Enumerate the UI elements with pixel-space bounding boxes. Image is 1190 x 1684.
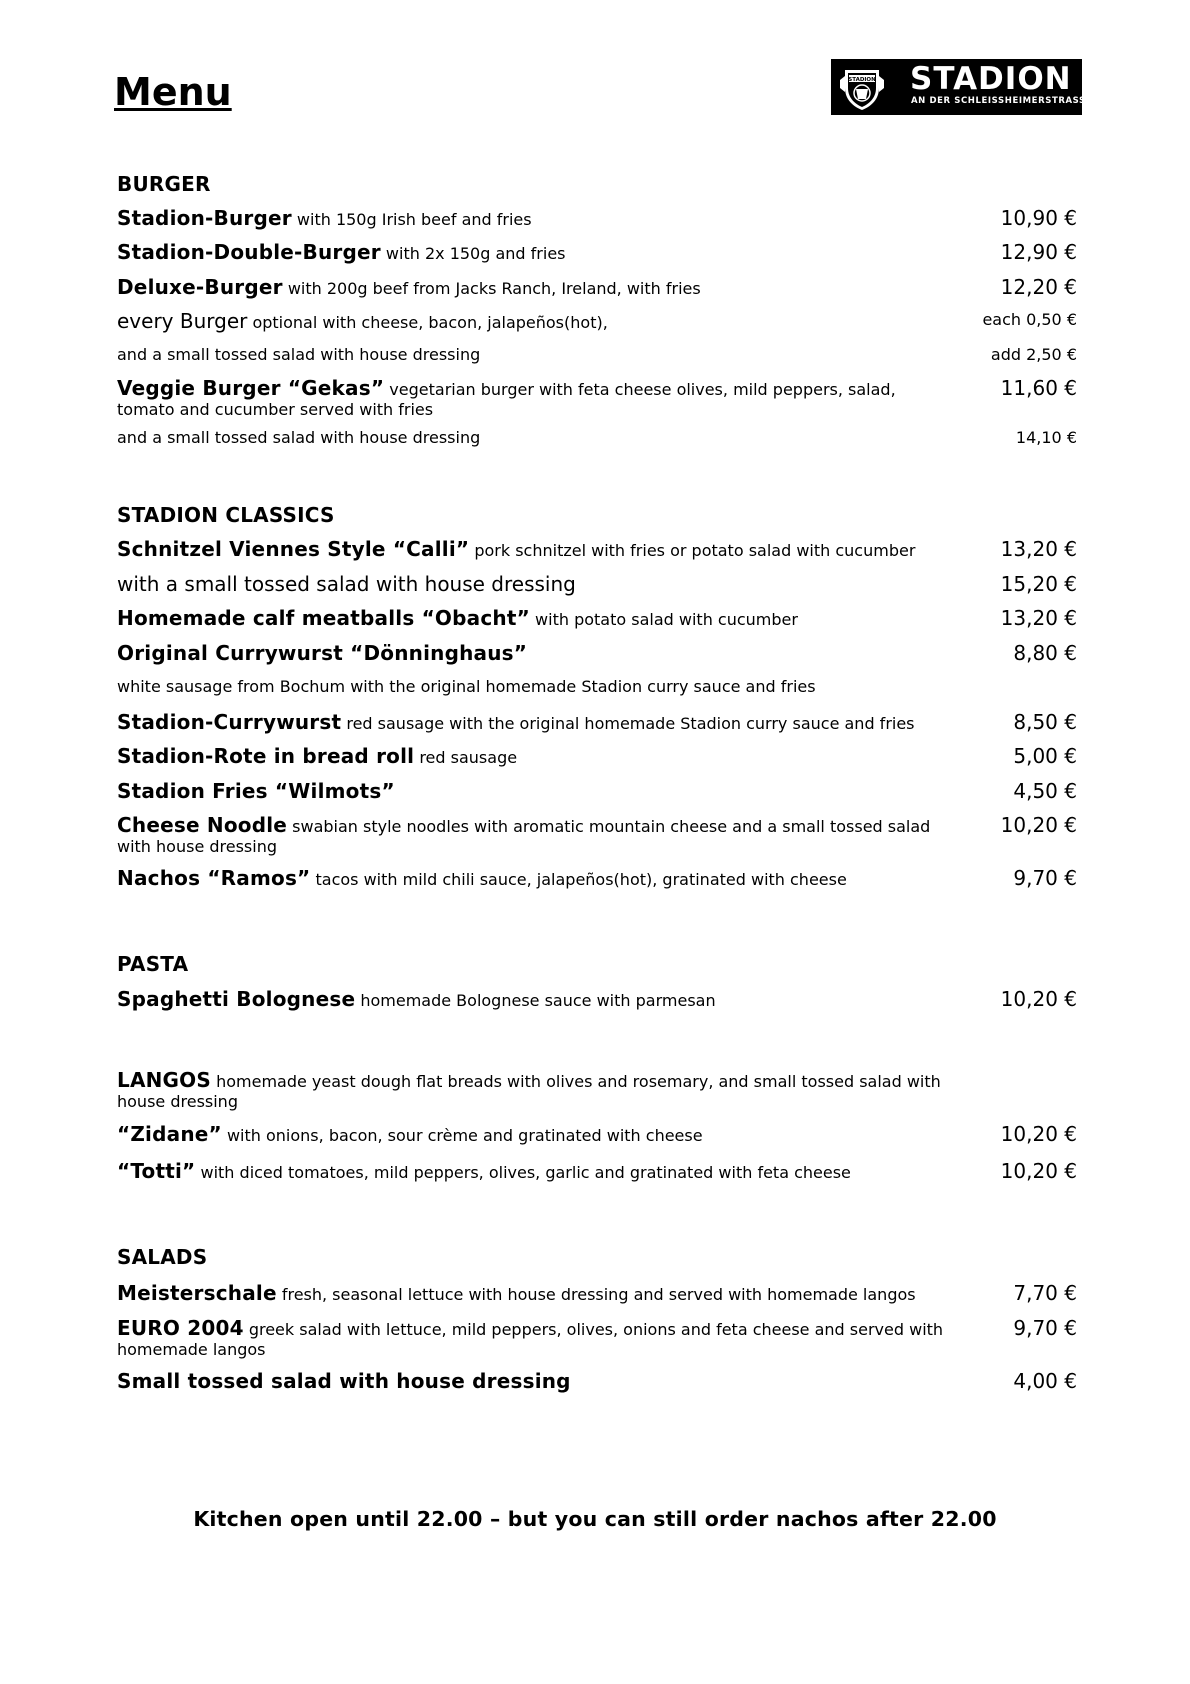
item-desc: tacos with mild chili sauce, jalapeños(hot), gratinated with cheese — [315, 870, 847, 889]
menu-item — [117, 378, 1077, 420]
menu-item — [117, 643, 1077, 665]
section-heading-pasta: PASTA — [117, 952, 189, 976]
menu-item-option — [117, 311, 1077, 333]
item-desc: red sausage — [419, 748, 518, 767]
item-desc: with 2x 150g and fries — [385, 244, 566, 263]
item-desc: vegetarian burger with feta cheese olives, mild peppers, salad, tomato and cucumber served with fries — [117, 380, 896, 419]
item-name: Schnitzel Viennes Style “Calli” — [117, 537, 470, 561]
menu-item — [117, 1124, 1077, 1146]
item-name: Cheese Noodle — [117, 813, 288, 837]
item-desc: with 200g beef from Jacks Ranch, Ireland, with fries — [287, 279, 701, 298]
item-price: 10,20 € — [1000, 1122, 1077, 1146]
menu-item — [117, 1161, 1077, 1183]
menu-item-option — [117, 574, 1077, 596]
item-desc: with 150g Irish beef and fries — [296, 210, 532, 229]
item-price: 12,20 € — [1000, 275, 1077, 299]
item-price: 14,10 € — [1015, 428, 1077, 447]
item-name: Small tossed salad with house dressing — [117, 1369, 571, 1393]
section-heading-langos: LANGOS — [117, 1068, 211, 1092]
item-desc: with diced tomatoes, mild peppers, olives, garlic and gratinated with feta cheese — [200, 1163, 851, 1182]
item-price: 7,70 € — [1013, 1281, 1077, 1305]
item-desc: red sausage with the original homemade Stadion curry sauce and fries — [346, 714, 915, 733]
item-desc: and a small tossed salad with house dressing — [117, 428, 481, 447]
menu-item — [117, 1283, 1077, 1305]
item-price: 10,20 € — [1000, 1159, 1077, 1183]
item-name: Meisterschale — [117, 1281, 277, 1305]
item-name: Homemade calf meatballs “Obacht” — [117, 606, 530, 630]
section-heading-burger: BURGER — [117, 172, 211, 196]
item-price: each 0,50 € — [982, 310, 1077, 329]
item-name: EURO 2004 — [117, 1316, 244, 1340]
item-name: Nachos “Ramos” — [117, 866, 311, 890]
stadion-crest-icon — [837, 62, 887, 112]
menu-item — [117, 815, 1077, 857]
item-desc: greek salad with lettuce, mild peppers, olives, onions and feta cheese and served with homemade langos — [117, 1320, 944, 1359]
item-name: Veggie Burger “Gekas” — [117, 376, 385, 400]
item-price: 13,20 € — [1000, 606, 1077, 630]
item-price: 10,20 € — [1000, 813, 1077, 837]
item-lead: every Burger — [117, 309, 248, 333]
menu-item — [117, 608, 1077, 630]
item-desc: white sausage from Bochum with the original homemade Stadion curry sauce and fries — [117, 677, 816, 696]
item-desc: with onions, bacon, sour crème and gratinated with cheese — [226, 1126, 703, 1145]
menu-item — [117, 277, 1077, 299]
item-price: 10,90 € — [1000, 206, 1077, 230]
item-price: 9,70 € — [1013, 866, 1077, 890]
svg-text:STADION: STADION — [848, 77, 876, 83]
section-heading-salads: SALADS — [117, 1245, 208, 1269]
item-name: “Zidane” — [117, 1122, 222, 1146]
page-title: Menu — [114, 70, 232, 114]
item-desc: pork schnitzel with fries or potato salad with cucumber — [474, 541, 916, 560]
item-lead: with a small tossed salad with house dressing — [117, 572, 576, 596]
kitchen-hours-note: Kitchen open until 22.00 – but you can still order nachos after 22.00 — [193, 1507, 997, 1531]
item-price: 11,60 € — [1000, 376, 1077, 400]
item-price: 13,20 € — [1000, 537, 1077, 561]
item-desc: swabian style noodles with aromatic mountain cheese and a small tossed salad with house dressing — [117, 817, 931, 856]
item-name: Stadion-Currywurst — [117, 710, 342, 734]
logo-wordmark: STADION — [910, 61, 1072, 97]
item-price: 15,20 € — [1000, 572, 1077, 596]
item-name: Stadion-Double-Burger — [117, 240, 381, 264]
menu-item — [117, 1318, 1077, 1360]
item-price: add 2,50 € — [990, 345, 1077, 364]
menu-item — [117, 539, 1077, 561]
item-name: Spaghetti Bolognese — [117, 987, 356, 1011]
item-desc: with potato salad with cucumber — [535, 610, 798, 629]
menu-item — [117, 242, 1077, 264]
item-desc: homemade yeast dough flat breads with olives and rosemary, and small tossed salad with house dressing — [117, 1072, 941, 1111]
menu-item-detail — [117, 677, 1077, 697]
item-price: 12,90 € — [1000, 240, 1077, 264]
item-price: 8,80 € — [1013, 641, 1077, 665]
item-name: Deluxe-Burger — [117, 275, 283, 299]
item-name: Original Currywurst “Dönninghaus” — [117, 641, 528, 665]
item-price: 10,20 € — [1000, 987, 1077, 1011]
menu-item — [117, 989, 1077, 1011]
item-desc: and a small tossed salad with house dressing — [117, 345, 481, 364]
item-name: “Totti” — [117, 1159, 196, 1183]
menu-item — [117, 746, 1077, 768]
menu-item-option — [117, 345, 1077, 365]
menu-item-option — [117, 428, 1077, 448]
menu-item — [117, 868, 1077, 890]
item-name: Stadion-Rote in bread roll — [117, 744, 415, 768]
menu-item — [117, 208, 1077, 230]
item-name: Stadion-Burger — [117, 206, 292, 230]
logo-subtitle: AN DER SCHLEISSHEIMERSTRASSE — [911, 96, 1093, 106]
item-desc: optional with cheese, bacon, jalapeños(hot), — [252, 313, 608, 332]
item-desc: homemade Bolognese sauce with parmesan — [360, 991, 716, 1010]
stadion-logo — [831, 59, 1093, 115]
item-price: 4,00 € — [1013, 1369, 1077, 1393]
item-price: 4,50 € — [1013, 779, 1077, 803]
langos-intro — [117, 1070, 1077, 1112]
menu-item — [117, 712, 1077, 734]
menu-item — [117, 1371, 1077, 1393]
section-heading-classics: STADION CLASSICS — [117, 503, 335, 527]
item-price: 5,00 € — [1013, 744, 1077, 768]
item-price: 8,50 € — [1013, 710, 1077, 734]
menu-item — [117, 781, 1077, 803]
item-desc: fresh, seasonal lettuce with house dressing and served with homemade langos — [281, 1285, 916, 1304]
item-price: 9,70 € — [1013, 1316, 1077, 1340]
item-name: Stadion Fries “Wilmots” — [117, 779, 395, 803]
